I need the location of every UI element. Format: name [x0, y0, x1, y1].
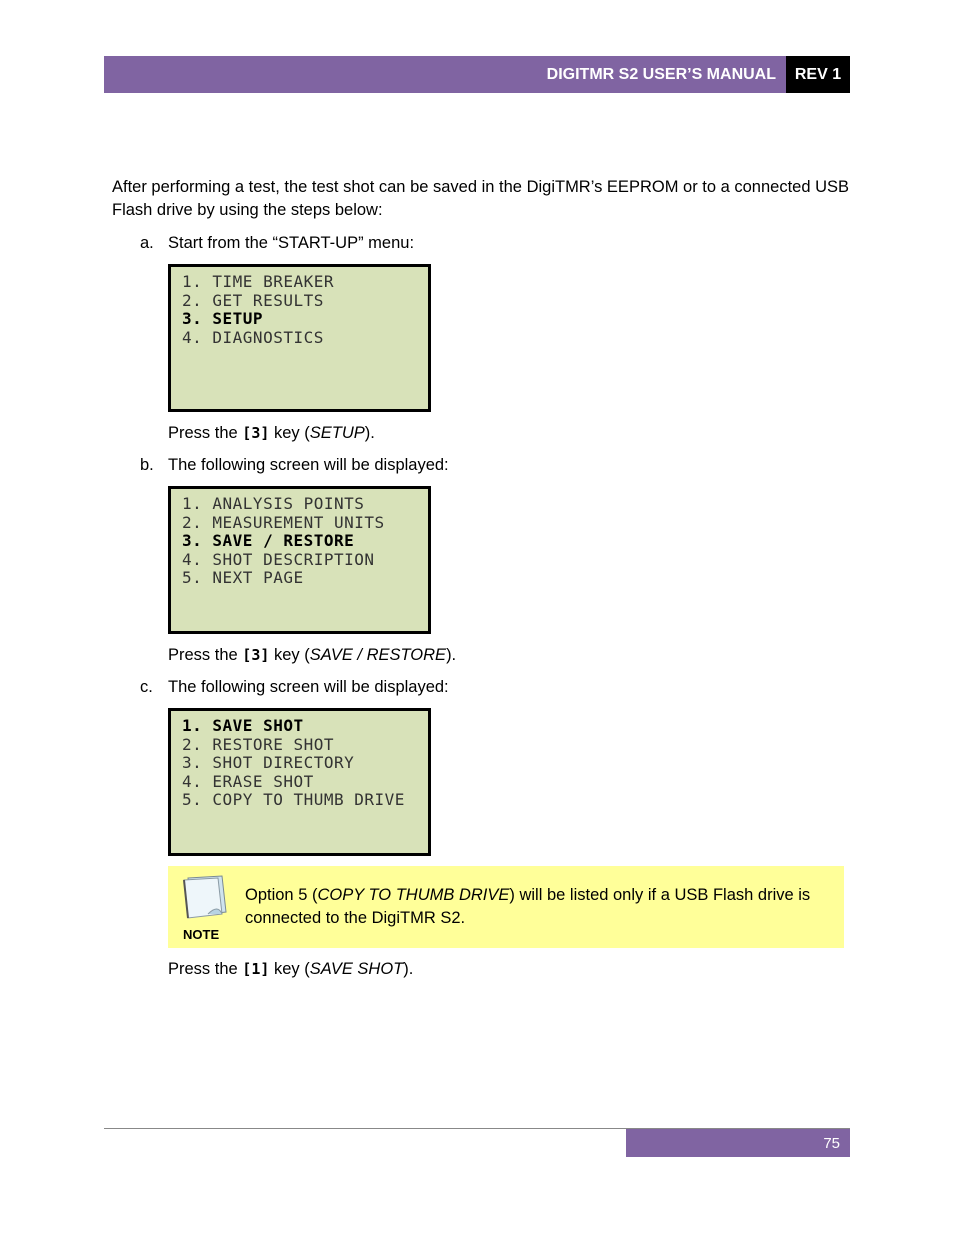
revision-badge: REV 1 [786, 56, 850, 93]
step-letter: a. [140, 234, 154, 252]
lcd-line: 1. TIME BREAKER [182, 272, 334, 291]
note-suffix: ) will be listed only if a USB Flash drive is connected to the DigiTMR S2. [245, 886, 811, 927]
lcd-line: 5. NEXT PAGE [182, 568, 304, 588]
lcd-line: 2. GET RESULTS [182, 290, 324, 310]
step-letter: b. [140, 456, 154, 474]
press-prefix: Press the [168, 960, 243, 978]
key-label: [1] [242, 960, 270, 978]
lcd-line-selected: 3. SAVE / RESTORE [182, 531, 355, 551]
notepad-icon [178, 874, 228, 920]
step-text: The following screen will be displayed: [168, 456, 449, 474]
key-label: [3] [242, 646, 270, 664]
lcd-line: 2. RESTORE SHOT [182, 734, 334, 754]
press-mid: key ( [269, 424, 310, 442]
press-prefix: Press the [168, 424, 243, 442]
step-letter: c. [140, 678, 153, 696]
press-action: SAVE / RESTORE [309, 646, 447, 664]
note-prefix: Option 5 ( [245, 886, 318, 904]
page-number-bar [626, 1129, 850, 1157]
lcd-screen-startup [168, 264, 431, 412]
lcd-line: 3. SHOT DIRECTORY [182, 753, 355, 773]
lcd-line-selected: 1. SAVE SHOT [182, 716, 304, 735]
note-emphasis: COPY TO THUMB DRIVE [317, 886, 510, 904]
press-instruction-a [168, 422, 375, 444]
note-box [168, 866, 844, 948]
press-mid: key ( [269, 960, 310, 978]
note-label: NOTE [183, 927, 220, 942]
note-text [245, 884, 825, 930]
lcd-line: 5. COPY TO THUMB DRIVE [182, 790, 405, 810]
lcd-line: 4. ERASE SHOT [182, 771, 314, 791]
press-mid: key ( [269, 646, 310, 664]
press-prefix: Press the [168, 646, 243, 664]
lcd-line: 2. MEASUREMENT UNITS [182, 512, 385, 532]
lcd-line-selected: 3. SETUP [182, 309, 264, 329]
press-suffix: ). [403, 960, 414, 978]
lcd-screen-setup [168, 486, 431, 634]
manual-title: DIGITMR S2 USER’S MANUAL [546, 65, 776, 83]
page-number: 75 [823, 1134, 840, 1152]
step-text: Start from the “START-UP” menu: [168, 234, 415, 252]
press-instruction-c [168, 958, 413, 980]
intro-paragraph: After performing a test, the test shot can be saved in the DigiTMR’s EEPROM or to a connected USB Flash drive by using the steps below: [112, 178, 850, 219]
press-action: SAVE SHOT [309, 960, 404, 978]
press-suffix: ). [364, 424, 375, 442]
lcd-line: 4. SHOT DESCRIPTION [182, 549, 375, 569]
press-suffix: ). [446, 646, 457, 664]
press-action: SETUP [309, 424, 365, 442]
lcd-line: 1. ANALYSIS POINTS [182, 494, 365, 513]
step-text: The following screen will be displayed: [168, 678, 449, 696]
lcd-line: 4. DIAGNOSTICS [182, 327, 324, 347]
lcd-screen-save-restore [168, 708, 431, 856]
press-instruction-b [168, 644, 456, 666]
page-header [104, 56, 850, 93]
key-label: [3] [242, 424, 270, 442]
